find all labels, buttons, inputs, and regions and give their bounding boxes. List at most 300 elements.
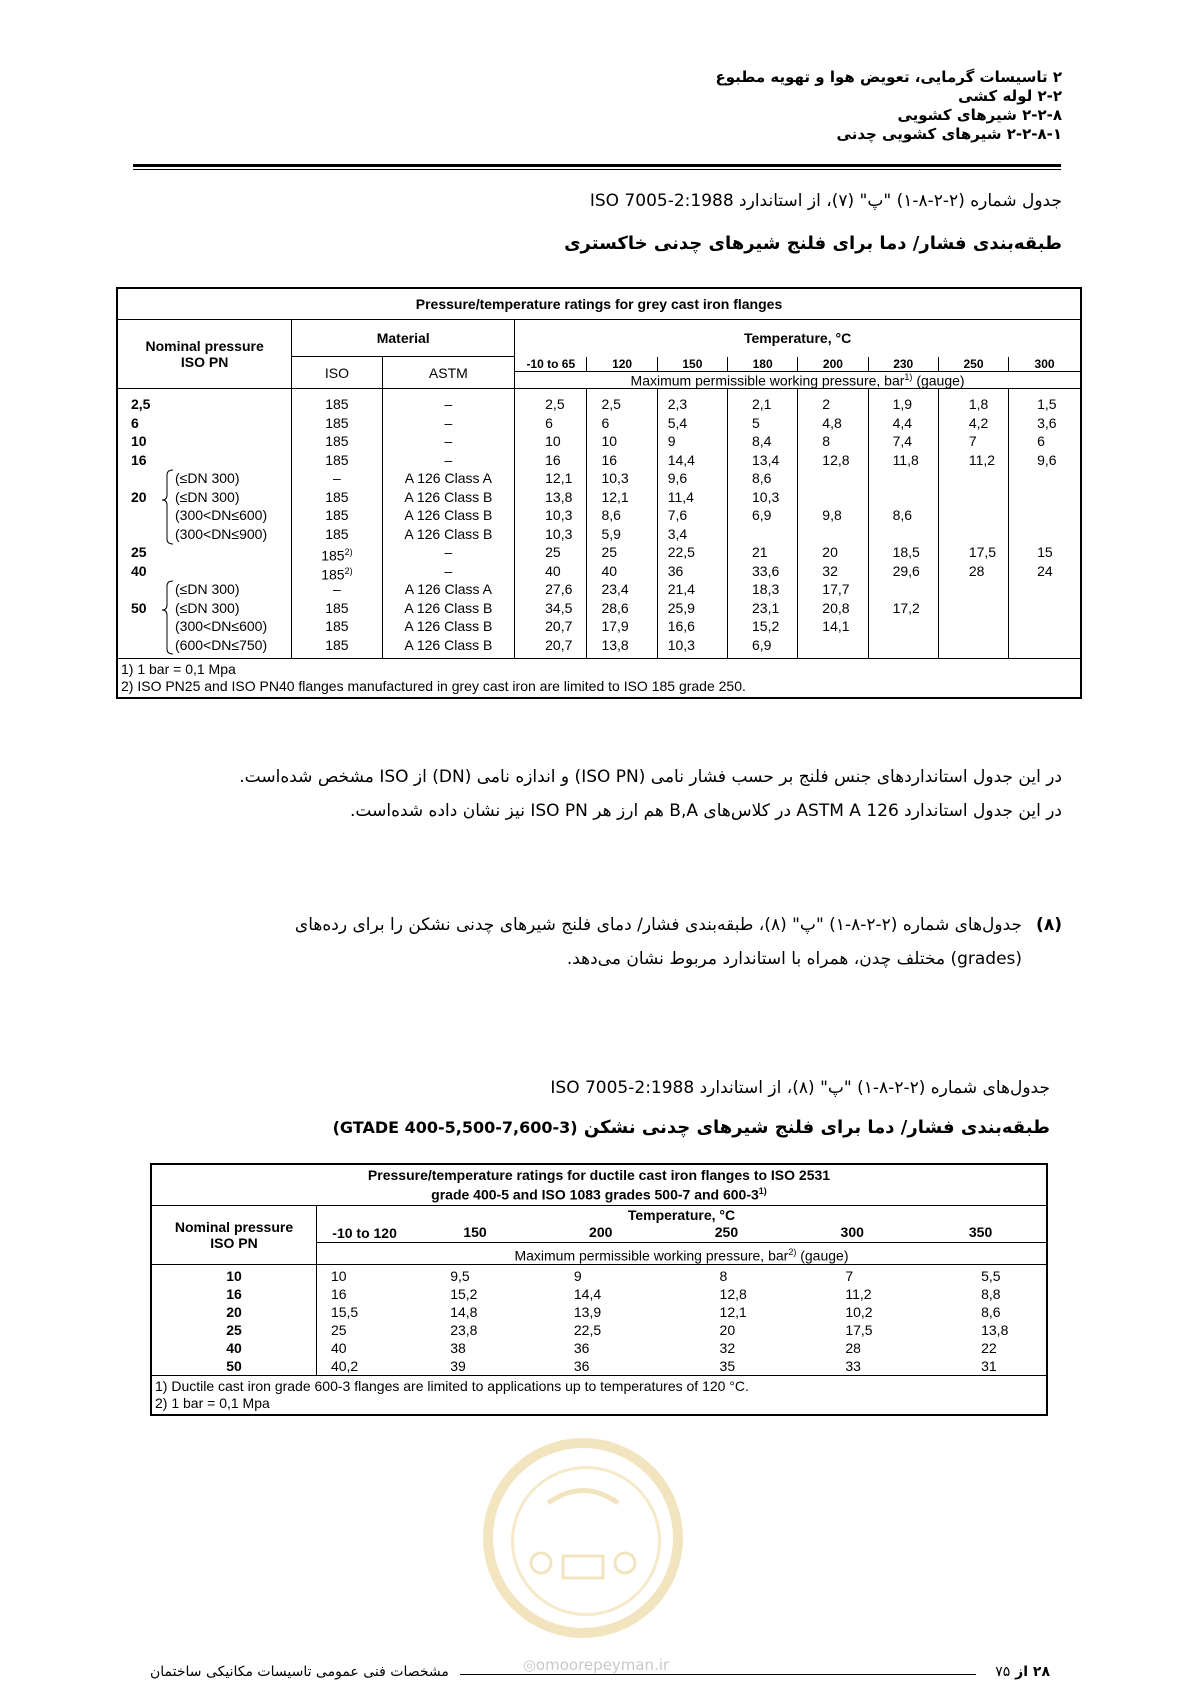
table-cell-astm: – — [444, 544, 453, 561]
table-cell-pressure: 2,3 — [667, 396, 688, 413]
table-cell-pn: 25 — [131, 544, 147, 561]
table-cell-pressure — [1037, 506, 1077, 525]
table1-reference — [590, 191, 1062, 211]
table-cell-pressure: 25,9 — [667, 599, 695, 616]
table1-col-1 — [515, 389, 587, 659]
table-cell-iso: 185$^{2)}$ — [321, 547, 353, 564]
table-cell-pressure: 13,8 — [545, 488, 573, 505]
table-cell-astm: – — [444, 562, 453, 579]
table-cell-pressure: 2,5 — [601, 396, 621, 413]
table2-caption-text: طبقه‌بندی فشار/ دما برای فلنج شیرهای چدنی نشکن — [583, 1117, 1050, 1138]
table-cell-pressure: 33 — [845, 1358, 861, 1375]
table-cell-pressure: 36 — [667, 562, 684, 579]
table-cell-pressure: 10 — [545, 433, 561, 450]
table-cell-astm: A 126 Class A — [404, 470, 492, 487]
table-cell-iso: – — [333, 470, 341, 487]
table-cell-pressure: 15,2 — [752, 618, 780, 635]
table-cell-pressure: 5 — [752, 414, 760, 431]
table2-col-2 — [412, 1265, 538, 1376]
table-cell-pressure: 12,1 — [719, 1304, 747, 1321]
table2-maxpress-sup: 2) — [788, 1246, 797, 1257]
table-cell-pressure: 15 — [1037, 544, 1053, 561]
table1-maxpress-end: (gauge) — [912, 372, 965, 389]
table-cell-pressure: 6 — [601, 414, 610, 431]
table-cell-pressure: 28 — [845, 1340, 861, 1357]
table-cell-pressure: 9,6 — [1037, 451, 1057, 468]
table-cell-pressure: 10 — [330, 1268, 347, 1285]
table-cell-pressure: 7 — [968, 433, 977, 450]
table-cell-astm: A 126 Class B — [404, 525, 493, 542]
table2-title-2-text: grade 400-5 and ISO 1083 grades 500-7 and 600-3 — [431, 1186, 759, 1203]
table2-temperature-header: Temperature, °C — [627, 1206, 736, 1223]
table2-col-6 — [915, 1265, 1047, 1376]
table-cell-pressure: 12,1 — [545, 470, 573, 487]
table-cell-pressure: 39 — [450, 1358, 466, 1375]
table-cell-pressure: 21,4 — [667, 581, 695, 598]
section-header — [715, 68, 1062, 144]
footer-rule — [460, 1674, 976, 1675]
table-cell-pressure — [1037, 525, 1077, 544]
table-cell-pressure: 12,8 — [822, 451, 850, 468]
table2-title-2 — [152, 1183, 1046, 1203]
table-cell-iso: 185 — [325, 618, 349, 635]
footer-doc-title: مشخصات فنی عمومی تاسیسات مکانیکی ساختمان — [150, 1664, 449, 1680]
table2-note-1: 1) Ductile cast iron grade 600-3 flanges are limited to applications up to temperatures of 120 °C. — [155, 1378, 749, 1395]
table1-temp-3: 150 — [657, 357, 727, 372]
table-cell-astm: A 126 Class B — [404, 618, 493, 635]
watermark-seal — [483, 1438, 683, 1638]
table-cell-pressure: 10,3 — [601, 470, 629, 487]
table-cell-pressure: 7,4 — [892, 433, 913, 450]
table-cell-pressure: 1,8 — [968, 396, 989, 413]
table2-standard: ISO 7005-2:1988 — [550, 1078, 695, 1098]
table-cell-pressure — [1037, 636, 1077, 655]
table-cell-pressure — [822, 469, 864, 488]
table1-nominal-header — [117, 320, 292, 389]
table-cell-pressure — [822, 636, 864, 655]
table1-astm-values — [382, 389, 515, 659]
table-cell-pn: 2,5 — [131, 396, 151, 413]
table-cell-pressure: 16 — [330, 1286, 347, 1303]
table-cell-iso: 185 — [325, 599, 349, 616]
table-cell-pressure — [1037, 617, 1077, 636]
table-cell-pressure — [969, 580, 1005, 599]
table-cell-pressure: 11,4 — [667, 488, 694, 505]
table-cell-pressure: 17,5 — [968, 544, 997, 561]
table2-title-1: Pressure/temperature ratings for ductile cast iron flanges to ISO 2531 — [367, 1167, 831, 1183]
table-cell-pressure — [822, 525, 864, 544]
table-cell-astm: A 126 Class B — [404, 636, 493, 653]
table-cell-pressure: 23,8 — [450, 1322, 478, 1339]
table-cell-pressure: 14,8 — [450, 1304, 478, 1321]
table-cell-pn — [131, 636, 161, 655]
explanation-paragraph — [162, 760, 1062, 828]
table1-note-2: 2) ISO PN25 and ISO PN40 flanges manufactured in grey cast iron are limited to ISO 185 grade 250. — [121, 678, 746, 695]
table-cell-pressure: 21 — [752, 544, 768, 561]
table-cell-dn — [175, 543, 288, 562]
item-8-row — [142, 908, 1062, 976]
table-cell-pn: 40 — [226, 1340, 242, 1357]
table2-maxpress-end: (gauge) — [796, 1247, 849, 1264]
table-cell-pressure — [893, 488, 935, 507]
table-cell-pressure: 12,1 — [601, 488, 629, 505]
table-cell-astm: A 126 Class B — [404, 507, 493, 524]
table2-reference — [550, 1078, 1050, 1098]
table1-col-3 — [657, 389, 727, 659]
table-cell-pressure: 10,2 — [845, 1304, 873, 1321]
table-cell-pressure: 9,8 — [822, 507, 842, 524]
table-cell-pressure: 11,2 — [968, 451, 996, 468]
table2-temp-2: 150 — [463, 1223, 487, 1240]
table-cell-pressure: 28,6 — [601, 599, 629, 616]
footer-site — [496, 1656, 696, 1674]
table-cell-pressure: 13,4 — [752, 451, 780, 468]
table-cell-iso: 185 — [325, 451, 349, 468]
table-cell-pressure: 9,6 — [667, 470, 688, 487]
table2-notes — [151, 1376, 1047, 1416]
table1-note-1: 1) 1 bar = 0,1 Mpa — [121, 661, 236, 678]
table1-nominal-header-1: Nominal pressure — [145, 338, 264, 355]
table-cell-pn — [131, 469, 161, 488]
table-cell-pressure: 12,8 — [719, 1286, 747, 1303]
table-cell-pressure: 7,6 — [667, 507, 688, 524]
table1-maxpress-sup: 1) — [904, 371, 913, 382]
table-cell-pressure: 14,1 — [822, 618, 850, 635]
table-cell-pressure: 8,6 — [752, 470, 772, 487]
table-cell-pressure — [1037, 580, 1077, 599]
table-cell-pressure: 3,6 — [1037, 414, 1057, 431]
table-cell-astm: A 126 Class A — [404, 581, 492, 598]
table-cell-pressure: 22,5 — [573, 1322, 602, 1339]
table-cell-pn — [131, 580, 161, 599]
page-number: ۲۸ — [1032, 1664, 1050, 1680]
footer-page-number — [980, 1664, 1050, 1680]
table-cell-pressure: 15,5 — [330, 1304, 359, 1321]
table-cell-pressure: 17,7 — [822, 581, 850, 598]
table-cell-pressure: 20,7 — [545, 618, 573, 635]
table-cell-pressure: 13,9 — [573, 1304, 602, 1321]
table-cell-pressure — [1037, 469, 1077, 488]
table1-col-2 — [587, 389, 657, 659]
table-cell-iso: 185 — [325, 433, 349, 450]
table-cell-pressure: 11,8 — [892, 451, 919, 468]
table-cell-pressure — [969, 599, 1005, 618]
table-cell-iso: 185 — [325, 396, 349, 413]
table2-caption-title — [333, 1117, 1050, 1138]
table-cell-pressure — [893, 636, 935, 655]
table-cell-pressure: 9 — [667, 433, 676, 450]
table-cell-pressure: 13,8 — [601, 636, 629, 653]
table-cell-pressure: 25 — [545, 544, 561, 561]
table1-braces — [161, 395, 175, 654]
table-cell-pressure: 2,5 — [545, 396, 565, 413]
table-cell-pn — [131, 617, 161, 636]
table2-col-5 — [789, 1265, 915, 1376]
table-cell-iso: 185 — [325, 636, 349, 653]
table-cell-pressure: 10,3 — [752, 488, 780, 505]
table2-col-1 — [316, 1265, 412, 1376]
ductile-cast-iron-table — [150, 1163, 1048, 1416]
table-cell-pressure: 20 — [822, 544, 838, 561]
header-line-4: ۲-۲-۸-۱ شیرهای کشویی چدنی — [836, 125, 1062, 143]
table1-col-6 — [868, 389, 938, 659]
table-cell-pressure — [969, 636, 1005, 655]
table-cell-dn: (300<DN≤600) — [175, 507, 268, 524]
table1-iso-header: ISO — [292, 357, 382, 389]
table-cell-iso: 185 — [325, 414, 349, 431]
table-cell-pressure: 18,3 — [752, 581, 780, 598]
table1-maxpress-header — [515, 371, 1081, 389]
table2-ref-prefix: جدول‌های شماره (۲-۲-۸-۱) "پ" (۸)، از استاندارد — [699, 1078, 1050, 1098]
table-cell-astm: A 126 Class B — [404, 488, 493, 505]
table-cell-dn: (300<DN≤900) — [175, 525, 268, 542]
table1-notes — [117, 659, 1081, 699]
item-8-line-2: (grades) مختلف چدن، همراه با استاندارد مربوط نشان می‌دهد. — [566, 949, 1023, 969]
table-cell-pressure: 20,7 — [545, 636, 573, 653]
table-cell-pressure: 40 — [545, 562, 561, 579]
table-cell-pn: 50 — [226, 1358, 242, 1375]
header-rule-thick — [133, 164, 1061, 167]
table-cell-pressure: 35 — [719, 1358, 736, 1375]
table-cell-astm: – — [444, 396, 453, 413]
table-cell-pressure: 20 — [719, 1322, 736, 1339]
table-cell-pressure: 23,4 — [601, 581, 629, 598]
table-cell-pn: 16 — [226, 1286, 242, 1303]
table-cell-pn: 20 — [131, 488, 147, 505]
table-cell-pressure — [893, 580, 935, 599]
table-cell-pressure: 36 — [573, 1340, 590, 1357]
table-cell-pressure: 6 — [1037, 433, 1045, 450]
table-cell-pressure: 8,8 — [981, 1286, 1001, 1303]
table-cell-astm: – — [444, 414, 453, 431]
page-of: از — [1015, 1664, 1029, 1680]
table-cell-dn — [175, 414, 288, 433]
table1-dn-values — [175, 395, 288, 654]
table-cell-astm: – — [444, 433, 453, 450]
table-cell-pressure: 14,4 — [667, 451, 695, 468]
table2-note-2: 2) 1 bar = 0,1 Mpa — [155, 1395, 270, 1412]
table-cell-pressure: 10,3 — [667, 636, 695, 653]
table-cell-pressure: 9 — [573, 1268, 582, 1285]
table-cell-pressure: 8,6 — [601, 507, 621, 524]
table-cell-pressure — [969, 525, 1005, 544]
table-cell-pressure: 17,9 — [601, 618, 629, 635]
table1-temp-2: 120 — [587, 357, 657, 372]
table-cell-pressure: 6,9 — [752, 636, 772, 653]
table-cell-pressure: 4,8 — [822, 414, 842, 431]
footnote-marker: 2) — [344, 565, 353, 576]
table1-maxpress-label: Maximum permissible working pressure, bar — [630, 372, 905, 389]
table-cell-pressure: 2 — [822, 396, 831, 413]
table2-pn-values — [151, 1265, 316, 1376]
table2-temp-5: 300 — [840, 1223, 864, 1240]
table-cell-pressure: 17,5 — [845, 1322, 873, 1339]
table-cell-pressure: 3,4 — [667, 525, 688, 542]
table-cell-iso: 185 — [325, 525, 349, 542]
explanation-line-2: در این جدول استاندارد ASTM A 126 در کلاس‌های B,A هم ارز هر ISO PN نیز نشان داده شده‌است. — [350, 801, 1062, 821]
header-rule-thin — [133, 169, 1061, 170]
table-cell-pressure: 20,8 — [822, 599, 850, 616]
table-cell-pressure: 6 — [545, 414, 553, 431]
table-cell-iso: 185 — [325, 507, 349, 524]
table1-astm-header: ASTM — [382, 357, 515, 389]
table-cell-pressure: 38 — [450, 1340, 466, 1357]
table-cell-pressure — [752, 525, 794, 544]
table1-temp-8: 300 — [1009, 357, 1081, 372]
table-cell-pressure: 10,3 — [545, 525, 573, 542]
table-cell-pressure: 32 — [719, 1340, 736, 1357]
table-cell-pn: 16 — [131, 451, 147, 468]
table1-pn-values — [121, 395, 161, 654]
table1-nominal-header-2: ISO PN — [180, 354, 229, 371]
table-cell-pressure: 28 — [968, 562, 985, 579]
table-cell-pressure: 4,4 — [892, 414, 913, 431]
table-cell-pressure — [969, 488, 1005, 507]
table-cell-pn: 50 — [131, 599, 147, 616]
table1-pn-column — [117, 389, 292, 659]
table-cell-iso: – — [333, 581, 341, 598]
table-cell-pressure: 23,1 — [752, 599, 780, 616]
table2-col-4 — [664, 1265, 790, 1376]
table1-ref-prefix: جدول شماره (۲-۲-۸-۱) "پ" (۷)، از استاندارد — [739, 191, 1062, 211]
table-cell-pressure — [893, 525, 935, 544]
table-cell-pressure — [969, 506, 1005, 525]
table-cell-pressure — [893, 469, 935, 488]
table-cell-iso: 185 — [325, 488, 349, 505]
table-cell-pressure: 16 — [545, 451, 561, 468]
table1-temp-4: 180 — [728, 357, 798, 372]
table-cell-pn — [131, 506, 161, 525]
table-cell-pressure: 8 — [719, 1268, 728, 1285]
table-cell-pn: 25 — [226, 1322, 242, 1339]
table-cell-pressure: 34,5 — [545, 599, 573, 616]
table2-col-3 — [538, 1265, 664, 1376]
table-cell-pressure: 16,6 — [667, 618, 695, 635]
table1-col-7 — [938, 389, 1008, 659]
item-8-number: (۸) — [1036, 915, 1062, 935]
table1-caption-title: طبقه‌بندی فشار/ دما برای فلنج شیرهای چدنی خاکستری — [564, 233, 1062, 254]
brace-icons — [161, 395, 175, 655]
table-cell-pressure: 5,9 — [601, 525, 621, 542]
table-cell-pressure: 9,5 — [450, 1268, 470, 1285]
table-cell-pressure: 31 — [981, 1358, 997, 1375]
table-cell-pressure: 10,3 — [545, 507, 573, 524]
table-cell-pressure: 8,6 — [892, 507, 913, 524]
table-cell-pressure: 4,2 — [968, 414, 989, 431]
table-cell-dn — [175, 432, 288, 451]
table2-maxpress-header — [316, 1242, 1047, 1265]
table-cell-pressure: 6,9 — [752, 507, 772, 524]
table-cell-pressure — [1037, 599, 1077, 618]
table-cell-pressure — [1037, 488, 1077, 507]
table-cell-dn: (≤DN 300) — [175, 470, 240, 487]
table-cell-pressure: 8,6 — [981, 1304, 1001, 1321]
table1-temperature-header: Temperature, °C — [743, 330, 852, 347]
table-cell-pressure: 27,6 — [545, 581, 573, 598]
table-cell-pressure — [822, 488, 864, 507]
table-cell-pressure: 22,5 — [667, 544, 695, 561]
table2-temp-1: -10 to 120 — [332, 1224, 397, 1241]
table-cell-pressure: 25 — [601, 544, 618, 561]
table1-temp-7: 250 — [938, 357, 1008, 372]
header-line-1: ۲ تاسیسات گرمایی، تعویض هوا و تهویه مطبوع — [715, 68, 1062, 86]
table-cell-pressure: 5,4 — [667, 414, 688, 431]
table2-nominal-header-1: Nominal pressure — [174, 1218, 294, 1235]
table-cell-pressure: 2,1 — [752, 396, 772, 413]
table2-temp-4: 250 — [714, 1223, 739, 1240]
explanation-line-1: در این جدول استانداردهای جنس فلنج بر حسب فشار نامی (ISO PN) و اندازه نامی (DN) از ISO مشخص شده‌است. — [239, 767, 1062, 787]
table-cell-pressure: 24 — [1037, 562, 1053, 579]
table-cell-pn — [131, 525, 161, 544]
table-cell-pressure: 5,5 — [981, 1268, 1001, 1285]
table-cell-pressure: 40 — [330, 1340, 347, 1357]
table2-title-2-sup: 1) — [758, 1186, 767, 1196]
seal-emblem-icon — [493, 1448, 673, 1628]
table2-nominal-header — [151, 1205, 316, 1265]
table1-material-header: Material — [292, 320, 515, 357]
table2-temp-6: 350 — [968, 1223, 993, 1240]
item-8-line-1: جدول‌های شماره (۲-۲-۸-۱) "پ" (۸)، طبقه‌بندی فشار/ دمای فلنج شیرهای چدنی نشکن را برای رده‌های — [294, 915, 1023, 935]
table-cell-pressure: 40,2 — [330, 1358, 359, 1375]
table-cell-pressure — [893, 617, 935, 636]
table-cell-pressure: 32 — [822, 562, 838, 579]
table2-maxpress-label: Maximum permissible working pressure, bar — [514, 1247, 789, 1264]
table-cell-pressure: 29,6 — [892, 562, 920, 579]
table-cell-pressure: 18,5 — [892, 544, 920, 561]
table-cell-pn: 20 — [226, 1304, 242, 1321]
table-cell-pressure: 8,4 — [752, 433, 772, 450]
table-cell-pressure: 14,4 — [573, 1286, 602, 1303]
grey-cast-iron-table — [116, 287, 1082, 699]
table2-caption-latin: (GTADE 400-5,500-7,600-3) — [332, 1118, 578, 1137]
table-cell-pressure: 10 — [601, 433, 618, 450]
table-cell-pressure: 25 — [330, 1322, 347, 1339]
table-cell-dn — [175, 562, 288, 581]
table1-temp-1: -10 to 65 — [515, 357, 587, 372]
table1-col-5 — [798, 389, 868, 659]
table-cell-dn: (≤DN 300) — [175, 581, 240, 598]
table-cell-pn: 40 — [131, 562, 147, 579]
table-cell-pressure: 13,8 — [981, 1322, 1009, 1339]
item-8-paragraph — [142, 908, 1062, 976]
table1-col-8 — [1009, 389, 1081, 659]
table-cell-pn: 10 — [131, 433, 147, 450]
table1-temp-6: 230 — [868, 357, 938, 372]
table-cell-dn: (300<DN≤600) — [175, 618, 268, 635]
site-icon: ◎ — [522, 1656, 536, 1674]
table-cell-astm: – — [444, 451, 453, 468]
table-cell-pressure: 40 — [601, 562, 618, 579]
table-cell-pn: 10 — [226, 1268, 242, 1285]
table-cell-pressure: 11,2 — [845, 1286, 872, 1303]
table-cell-pressure — [969, 469, 1005, 488]
table-cell-dn: (≤DN 300) — [175, 488, 240, 505]
table2-nominal-header-2: ISO PN — [210, 1234, 258, 1251]
table-cell-pressure: 8 — [822, 433, 831, 450]
table-cell-dn: (600<DN≤750) — [175, 636, 268, 653]
table2-temp-3: 200 — [589, 1223, 613, 1240]
footnote-marker: 2) — [344, 547, 353, 558]
table-cell-pressure — [969, 617, 1005, 636]
table1-temp-5: 200 — [798, 357, 868, 372]
table-cell-astm: A 126 Class B — [404, 599, 493, 616]
table-cell-pressure: 22 — [981, 1340, 997, 1357]
table-cell-pressure: 15,2 — [450, 1286, 478, 1303]
table-cell-pressure: 1,5 — [1037, 396, 1057, 413]
header-line-2: ۲-۲ لوله کشی — [958, 87, 1062, 105]
table-cell-pressure: 33,6 — [752, 562, 780, 579]
table1-iso-values — [292, 389, 382, 659]
